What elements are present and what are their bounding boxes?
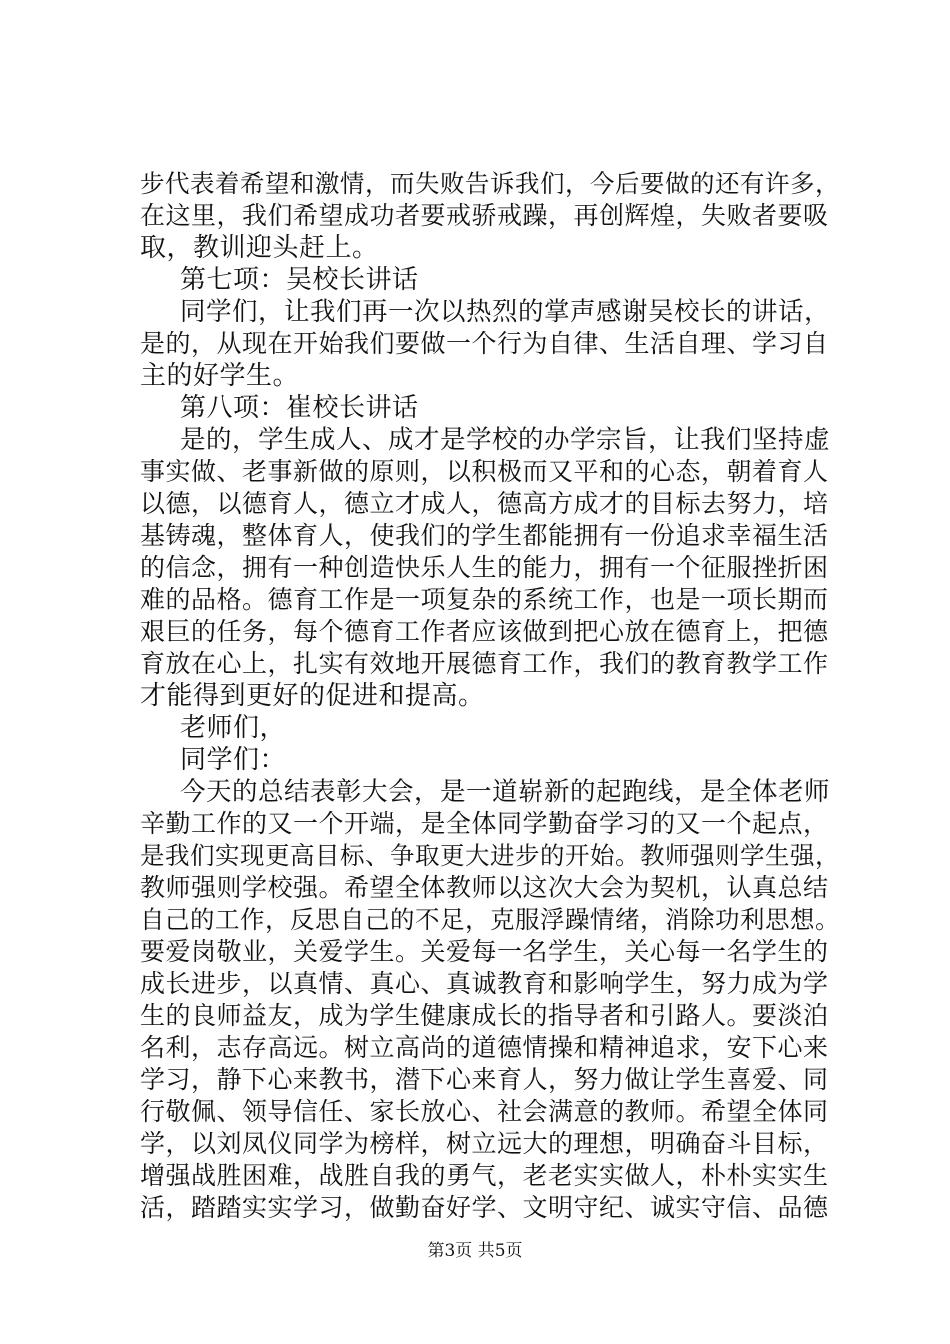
- text-line: 活，踏踏实实学习，做勤奋好学、文明守纪、诚实守信、品德: [140, 1193, 829, 1222]
- text-line: 事实做、老事新做的原则，以积极而又平和的心态，朝着育人: [140, 457, 829, 486]
- text-line: 自己的工作，反思自己的不足，克服浮躁情绪，消除功利思想。: [140, 905, 840, 934]
- text-line: 要爱岗敬业，关爱学生。关爱每一名学生，关心每一名学生的: [140, 937, 829, 966]
- text-line: 生的良师益友，成为学生健康成长的指导者和引路人。要淡泊: [140, 1001, 829, 1030]
- text-line: 第八项：崔校长讲话: [180, 393, 419, 423]
- text-line: 主的好学生。: [140, 361, 300, 391]
- document-body: [140, 168, 840, 1224]
- text-line: 难的品格。德育工作是一项复杂的系统工作，也是一项长期而: [140, 585, 829, 614]
- text-line: 今天的总结表彰大会，是一道崭新的起跑线，是全体老师: [180, 777, 831, 807]
- text-line: 教师强则学校强。希望全体教师以这次大会为契机，认真总结: [140, 873, 829, 902]
- text-line: 是我们实现更高目标、争取更大进步的开始。教师强则学生强，: [140, 841, 840, 870]
- text-line: 才能得到更好的促进和提高。: [140, 681, 485, 711]
- text-line: 育放在心上，扎实有效地开展德育工作，我们的教育教学工作: [140, 649, 829, 678]
- text-line: 增强战胜困难，战胜自我的勇气，老老实实做人，朴朴实实生: [140, 1161, 829, 1190]
- text-line: 名利，志存高远。树立高尚的道德情操和精神追求，安下心来: [140, 1033, 829, 1062]
- text-line: 的信念，拥有一种创造快乐人生的能力，拥有一个征服挫折困: [140, 553, 829, 582]
- text-line: 学习，静下心来教书，潜下心来育人，努力做让学生喜爱、同: [140, 1065, 829, 1094]
- text-line: 是的，学生成人、成才是学校的办学宗旨，让我们坚持虚: [180, 425, 831, 455]
- text-line: 第七项：吴校长讲话: [180, 265, 419, 295]
- text-line: 在这里，我们希望成功者要戒骄戒躁，再创辉煌，失败者要吸: [140, 201, 829, 230]
- text-line: 学，以刘凤仪同学为榜样，树立远大的理想，明确奋斗目标，: [140, 1129, 829, 1158]
- text-line: 以德，以德育人，德立才成人，德高方成才的目标去努力，培: [140, 489, 829, 518]
- text-line: 行敬佩、领导信任、家长放心、社会满意的教师。希望全体同: [140, 1097, 829, 1126]
- text-line: 同学们：: [180, 745, 287, 775]
- text-line: 成长进步，以真情、真心、真诚教育和影响学生，努力成为学: [140, 969, 829, 998]
- text-line: 步代表着希望和激情，而失败告诉我们，今后要做的还有许多，: [140, 169, 840, 198]
- page-footer: 第3页 共5页: [427, 1241, 523, 1261]
- text-line: 艰巨的任务，每个德育工作者应该做到把心放在德育上，把德: [140, 617, 829, 646]
- text-line: 老师们，: [180, 713, 287, 743]
- text-line: 同学们，让我们再一次以热烈的掌声感谢吴校长的讲话，: [180, 297, 831, 327]
- text-line: 取，教训迎头赶上。: [140, 233, 379, 263]
- text-line: 是的，从现在开始我们要做一个行为自律、生活自理、学习自: [140, 329, 829, 358]
- text-line: 基铸魂，整体育人，使我们的学生都能拥有一份追求幸福生活: [140, 521, 829, 550]
- text-line: 辛勤工作的又一个开端，是全体同学勤奋学习的又一个起点，: [140, 809, 829, 838]
